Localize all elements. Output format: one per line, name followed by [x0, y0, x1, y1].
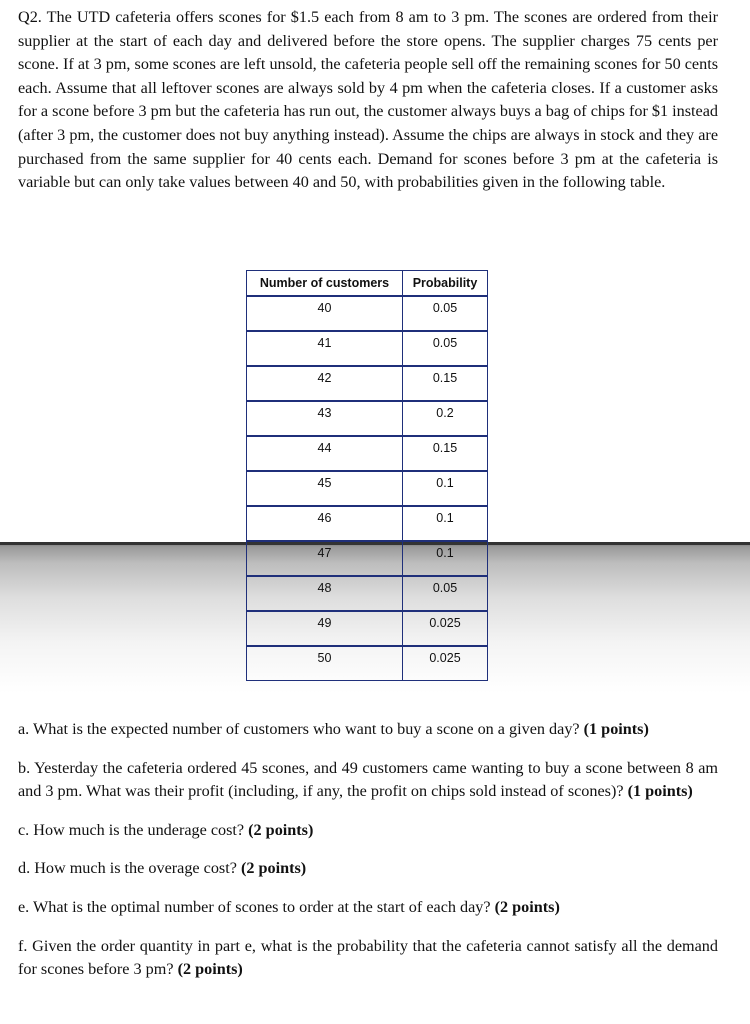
question-d — [18, 857, 718, 881]
cell-customers — [247, 541, 403, 576]
customers-value: 50 — [317, 650, 332, 665]
cell-customers — [247, 331, 403, 366]
cell-probability — [403, 436, 488, 471]
probability-value: 0.15 — [432, 440, 458, 455]
question-b — [18, 757, 718, 804]
cell-probability — [403, 331, 488, 366]
customers-value: 40 — [317, 300, 332, 315]
cell-probability — [403, 646, 488, 681]
question-a — [18, 718, 718, 742]
table-row — [247, 436, 488, 471]
cell-probability — [403, 541, 488, 576]
question-d-points: (2 points) — [240, 859, 307, 878]
customers-value: 43 — [317, 405, 332, 420]
cell-customers — [247, 506, 403, 541]
question-c-points: (2 points) — [248, 820, 314, 839]
question-d-text: d. How much is the overage cost? — [18, 859, 241, 878]
customers-value: 48 — [317, 580, 332, 595]
question-f-points: (2 points) — [177, 960, 243, 979]
question-a-text: a. What is the expected number of customers who want to buy a scone on a given day? — [18, 720, 584, 738]
question-c-text: c. How much is the underage cost? — [18, 820, 249, 839]
cell-probability — [403, 506, 488, 541]
probability-value: 0.1 — [436, 475, 454, 490]
customers-value: 46 — [317, 510, 332, 525]
table-header-row — [247, 271, 488, 297]
cell-probability — [403, 471, 488, 506]
header-probability: Probability — [403, 271, 488, 297]
header-customers: Number of customers — [247, 271, 403, 297]
table-body — [247, 296, 488, 681]
customers-value: 45 — [317, 475, 332, 490]
customers-value: 44 — [317, 440, 332, 455]
table-row — [247, 331, 488, 366]
cell-customers — [247, 611, 403, 646]
probability-value: 0.1 — [436, 510, 454, 525]
cell-probability — [403, 366, 488, 401]
question-list — [18, 718, 718, 997]
table-row — [247, 611, 488, 646]
table-row — [247, 576, 488, 611]
question-f — [18, 935, 718, 982]
probability-value: 0.025 — [429, 615, 461, 630]
cell-probability — [403, 296, 488, 331]
cell-customers — [247, 366, 403, 401]
probability-value: 0.2 — [436, 405, 454, 420]
question-b-text: b. Yesterday the cafeteria ordered 45 scones, and 49 customers came wanting to buy a scone between 8 am and 3 pm. What was their profit (including, if any, the profit on chips sold instead of scones)? — [18, 758, 718, 801]
question-e-text: e. What is the optimal number of scones to order at the start of each day? — [18, 897, 495, 916]
probability-value: 0.15 — [432, 370, 458, 385]
customers-value: 49 — [317, 615, 332, 630]
table-row — [247, 296, 488, 331]
question-c — [18, 819, 718, 843]
cell-probability — [403, 576, 488, 611]
cell-customers — [247, 401, 403, 436]
customers-value: 47 — [317, 545, 332, 560]
table-row — [247, 541, 488, 576]
probability-value: 0.05 — [432, 580, 458, 595]
cell-probability — [403, 401, 488, 436]
table-row — [247, 366, 488, 401]
cell-customers — [247, 436, 403, 471]
probability-value: 0.05 — [432, 335, 458, 350]
table-row — [247, 506, 488, 541]
table-row — [247, 401, 488, 436]
problem-statement: Q2. The UTD cafeteria offers scones for $1.5 each from 8 am to 3 pm. The scones are ordered from their supplier at the start of each day and delivered before the store opens. The supplier charges 75 cents per scone. If at 3 pm, some scones are left unsold, the cafeteria people sell off the remaining scones for 50 cents each. Assume that all leftover scones are always sold by 4 pm when the cafeteria closes. If a customer asks for a scone before 3 pm but the cafeteria has run out, the customer always buys a bag of chips for $1 instead (after 3 pm, the customer does not buy anything instead). Assume the chips are always in stock and they are purchased from the same supplier for 40 cents each. Demand for scones before 3 pm at the cafeteria is variable but can only take values between 40 and 50, with probabilities given in the following table. — [18, 8, 718, 192]
customers-value: 42 — [317, 370, 332, 385]
demand-probability-table — [246, 270, 488, 681]
cell-customers — [247, 576, 403, 611]
table-row — [247, 471, 488, 506]
question-e — [18, 896, 718, 920]
probability-value: 0.05 — [432, 300, 458, 315]
cell-customers — [247, 646, 403, 681]
table-row — [247, 646, 488, 681]
cell-customers — [247, 296, 403, 331]
question-e-points: (2 points) — [494, 897, 560, 916]
customers-value: 41 — [317, 335, 332, 350]
cell-probability — [403, 611, 488, 646]
cell-customers — [247, 471, 403, 506]
question-a-points: (1 points) — [583, 720, 649, 738]
probability-value: 0.025 — [429, 650, 461, 665]
question-b-points: (1 points) — [627, 782, 693, 801]
probability-value: 0.1 — [436, 545, 454, 560]
question-f-text: f. Given the order quantity in part e, what is the probability that the cafeteria cannot satisfy all the demand for scones before 3 pm? — [18, 936, 718, 979]
